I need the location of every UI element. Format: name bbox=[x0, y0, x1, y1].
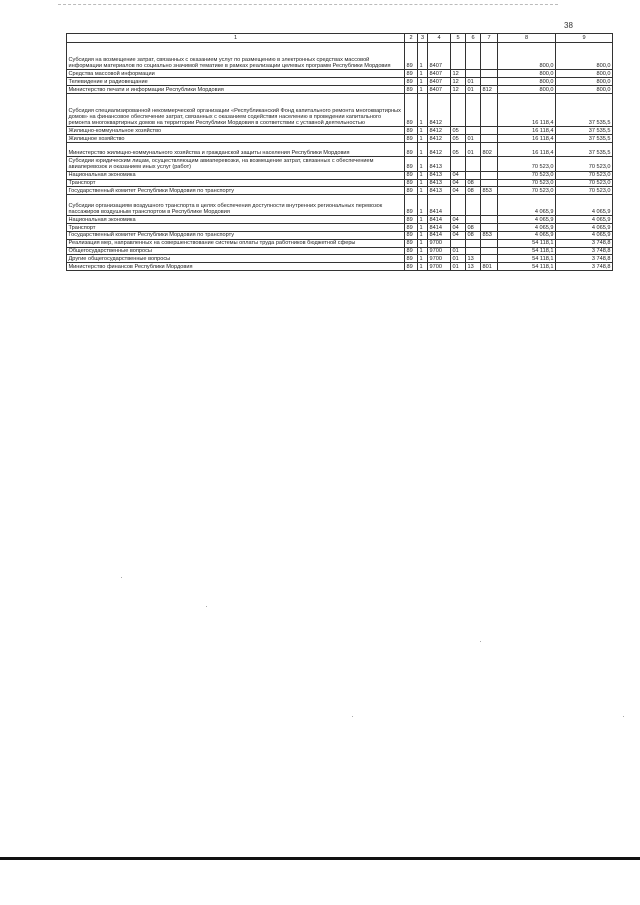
table-header-row bbox=[67, 34, 613, 43]
table-row bbox=[67, 70, 613, 78]
cell-amount-8: 54 118,1 bbox=[498, 247, 556, 255]
cell-col4: 8412 bbox=[428, 135, 451, 143]
cell-col5: 05 bbox=[451, 143, 466, 157]
cell-amount-8: 16 118,4 bbox=[498, 143, 556, 157]
table-row bbox=[67, 143, 613, 157]
header-cell: 7 bbox=[481, 34, 498, 43]
row-name: Министерство печати и информации Республики Мордовия bbox=[67, 85, 405, 93]
cell-col3: 1 bbox=[418, 85, 428, 93]
table-row bbox=[67, 263, 613, 271]
table-row bbox=[67, 157, 613, 171]
table-row bbox=[67, 43, 613, 70]
cell-col7: 802 bbox=[481, 143, 498, 157]
cell-amount-8: 70 523,0 bbox=[498, 179, 556, 187]
cell-col5 bbox=[451, 195, 466, 216]
scan-speck bbox=[206, 606, 207, 607]
cell-col3: 1 bbox=[418, 263, 428, 271]
table-row bbox=[67, 216, 613, 224]
cell-amount-9: 800,0 bbox=[556, 85, 613, 93]
cell-amount-9: 4 065,9 bbox=[556, 195, 613, 216]
cell-col3: 1 bbox=[418, 135, 428, 143]
cell-col2: 89 bbox=[405, 255, 418, 263]
table-row bbox=[67, 195, 613, 216]
cell-amount-8: 800,0 bbox=[498, 85, 556, 93]
table-row bbox=[67, 179, 613, 187]
cell-col7 bbox=[481, 216, 498, 224]
cell-amount-8: 70 523,0 bbox=[498, 187, 556, 195]
cell-amount-8: 4 065,9 bbox=[498, 231, 556, 239]
cell-amount-8: 54 118,1 bbox=[498, 263, 556, 271]
row-name: Жилищное хозяйство bbox=[67, 135, 405, 143]
cell-amount-9: 3 748,8 bbox=[556, 255, 613, 263]
cell-col3: 1 bbox=[418, 43, 428, 70]
cell-col4: 8412 bbox=[428, 127, 451, 135]
cell-col4: 8407 bbox=[428, 77, 451, 85]
cell-amount-8: 4 065,9 bbox=[498, 195, 556, 216]
scan-artifact-line bbox=[58, 4, 558, 5]
cell-amount-8: 70 523,0 bbox=[498, 157, 556, 171]
cell-col2: 89 bbox=[405, 93, 418, 127]
cell-col3: 1 bbox=[418, 179, 428, 187]
cell-col6 bbox=[466, 43, 481, 70]
table-row bbox=[67, 93, 613, 127]
cell-amount-9: 3 748,8 bbox=[556, 263, 613, 271]
cell-amount-8: 54 118,1 bbox=[498, 239, 556, 247]
table-row bbox=[67, 171, 613, 179]
cell-col2: 89 bbox=[405, 143, 418, 157]
cell-col3: 1 bbox=[418, 255, 428, 263]
row-name: Национальная экономика bbox=[67, 216, 405, 224]
cell-amount-9: 37 535,5 bbox=[556, 143, 613, 157]
cell-amount-8: 54 118,1 bbox=[498, 255, 556, 263]
header-cell: 3 bbox=[418, 34, 428, 43]
cell-col6 bbox=[466, 127, 481, 135]
cell-col2: 89 bbox=[405, 135, 418, 143]
scan-speck bbox=[352, 716, 353, 717]
cell-amount-9: 37 535,5 bbox=[556, 135, 613, 143]
cell-col3: 1 bbox=[418, 216, 428, 224]
cell-col7 bbox=[481, 135, 498, 143]
cell-col7 bbox=[481, 43, 498, 70]
cell-col6 bbox=[466, 247, 481, 255]
row-name: Общегосударственные вопросы bbox=[67, 247, 405, 255]
cell-col6: 01 bbox=[466, 143, 481, 157]
cell-col7 bbox=[481, 157, 498, 171]
cell-amount-8: 4 065,9 bbox=[498, 223, 556, 231]
row-name: Министерство финансов Республики Мордовия bbox=[67, 263, 405, 271]
cell-col7: 853 bbox=[481, 231, 498, 239]
cell-col7 bbox=[481, 93, 498, 127]
cell-amount-9: 3 748,8 bbox=[556, 239, 613, 247]
cell-col7 bbox=[481, 223, 498, 231]
row-name: Государственный комитет Республики Мордовия по транспорту bbox=[67, 187, 405, 195]
row-name: Реализация мер, направленных на совершенствование системы оплаты труда работников бюджетной сферы bbox=[67, 239, 405, 247]
cell-col5: 01 bbox=[451, 255, 466, 263]
header-cell: 5 bbox=[451, 34, 466, 43]
cell-col6 bbox=[466, 239, 481, 247]
cell-col6: 13 bbox=[466, 255, 481, 263]
cell-col3: 1 bbox=[418, 157, 428, 171]
cell-col5: 04 bbox=[451, 216, 466, 224]
cell-col7 bbox=[481, 247, 498, 255]
header-cell: 6 bbox=[466, 34, 481, 43]
cell-col2: 89 bbox=[405, 70, 418, 78]
cell-col2: 89 bbox=[405, 43, 418, 70]
header-cell: 8 bbox=[498, 34, 556, 43]
table-row bbox=[67, 239, 613, 247]
header-cell: 1 bbox=[67, 34, 405, 43]
cell-col5 bbox=[451, 43, 466, 70]
cell-col7 bbox=[481, 255, 498, 263]
cell-col4: 8414 bbox=[428, 216, 451, 224]
cell-amount-8: 70 523,0 bbox=[498, 171, 556, 179]
cell-col6: 08 bbox=[466, 231, 481, 239]
cell-col4: 8414 bbox=[428, 223, 451, 231]
cell-col2: 89 bbox=[405, 127, 418, 135]
header-cell: 9 bbox=[556, 34, 613, 43]
table-row bbox=[67, 231, 613, 239]
cell-col2: 89 bbox=[405, 179, 418, 187]
cell-col4: 9700 bbox=[428, 255, 451, 263]
cell-col3: 1 bbox=[418, 247, 428, 255]
cell-col2: 89 bbox=[405, 171, 418, 179]
cell-col7 bbox=[481, 195, 498, 216]
table-row bbox=[67, 255, 613, 263]
cell-col7: 812 bbox=[481, 85, 498, 93]
row-name: Телевидение и радиовещание bbox=[67, 77, 405, 85]
cell-col5: 12 bbox=[451, 85, 466, 93]
row-name: Национальная экономика bbox=[67, 171, 405, 179]
cell-amount-8: 800,0 bbox=[498, 77, 556, 85]
row-name: Субсидия на возмещение затрат, связанных с оказанием услуг по размещению в электронных средствах массовой информации материалов по социально значимой тематике в рамках реализации целевых программ Республики Мордовия bbox=[67, 43, 405, 70]
cell-col5: 04 bbox=[451, 187, 466, 195]
header-cell: 4 bbox=[428, 34, 451, 43]
table-body bbox=[67, 43, 613, 271]
cell-amount-9: 37 535,5 bbox=[556, 127, 613, 135]
table-row bbox=[67, 77, 613, 85]
cell-col5 bbox=[451, 93, 466, 127]
cell-amount-8: 800,0 bbox=[498, 43, 556, 70]
row-name: Государственный комитет Республики Мордовия по транспорту bbox=[67, 231, 405, 239]
cell-col4: 9700 bbox=[428, 263, 451, 271]
cell-col6 bbox=[466, 216, 481, 224]
cell-col4: 8413 bbox=[428, 157, 451, 171]
cell-col4: 8413 bbox=[428, 171, 451, 179]
cell-col2: 89 bbox=[405, 223, 418, 231]
cell-amount-9: 800,0 bbox=[556, 70, 613, 78]
scan-speck bbox=[623, 716, 624, 717]
cell-col5: 04 bbox=[451, 223, 466, 231]
cell-amount-9: 70 523,0 bbox=[556, 179, 613, 187]
cell-col6 bbox=[466, 93, 481, 127]
cell-col2: 89 bbox=[405, 187, 418, 195]
cell-col7: 853 bbox=[481, 187, 498, 195]
cell-col3: 1 bbox=[418, 187, 428, 195]
cell-amount-8: 4 065,9 bbox=[498, 216, 556, 224]
cell-amount-9: 4 065,9 bbox=[556, 216, 613, 224]
cell-col5 bbox=[451, 157, 466, 171]
cell-col3: 1 bbox=[418, 93, 428, 127]
table-row bbox=[67, 127, 613, 135]
cell-col7 bbox=[481, 70, 498, 78]
cell-amount-9: 70 523,0 bbox=[556, 171, 613, 179]
cell-col3: 1 bbox=[418, 77, 428, 85]
cell-col4: 9700 bbox=[428, 239, 451, 247]
cell-col5 bbox=[451, 239, 466, 247]
cell-col4: 8414 bbox=[428, 195, 451, 216]
cell-col3: 1 bbox=[418, 171, 428, 179]
cell-col4: 8407 bbox=[428, 43, 451, 70]
row-name: Министерство жилищно-коммунального хозяйства и гражданской защиты населения Республики Мордовия bbox=[67, 143, 405, 157]
table-row bbox=[67, 187, 613, 195]
cell-col6: 08 bbox=[466, 179, 481, 187]
cell-amount-9: 4 065,9 bbox=[556, 231, 613, 239]
cell-col6: 13 bbox=[466, 263, 481, 271]
cell-col2: 89 bbox=[405, 157, 418, 171]
cell-col4: 8412 bbox=[428, 93, 451, 127]
scan-speck bbox=[480, 641, 481, 642]
page-number: 38 bbox=[564, 21, 573, 30]
cell-col2: 89 bbox=[405, 77, 418, 85]
cell-col2: 89 bbox=[405, 231, 418, 239]
cell-col4: 9700 bbox=[428, 247, 451, 255]
scan-speck bbox=[121, 577, 122, 578]
table-row bbox=[67, 247, 613, 255]
cell-col6: 01 bbox=[466, 77, 481, 85]
cell-col5: 12 bbox=[451, 77, 466, 85]
row-name: Другие общегосударственные вопросы bbox=[67, 255, 405, 263]
cell-col5: 01 bbox=[451, 247, 466, 255]
cell-col7 bbox=[481, 127, 498, 135]
cell-col7 bbox=[481, 171, 498, 179]
cell-col3: 1 bbox=[418, 127, 428, 135]
row-name: Транспорт bbox=[67, 179, 405, 187]
cell-amount-9: 4 065,9 bbox=[556, 223, 613, 231]
table-row bbox=[67, 85, 613, 93]
table-row bbox=[67, 223, 613, 231]
cell-col4: 8407 bbox=[428, 85, 451, 93]
cell-col5: 04 bbox=[451, 171, 466, 179]
cell-col6: 08 bbox=[466, 223, 481, 231]
cell-amount-9: 70 523,0 bbox=[556, 187, 613, 195]
cell-amount-8: 16 118,4 bbox=[498, 135, 556, 143]
cell-col5: 04 bbox=[451, 231, 466, 239]
cell-col5: 01 bbox=[451, 263, 466, 271]
cell-col5: 05 bbox=[451, 135, 466, 143]
row-name: Субсидии юридическим лицам, осуществляющим авиаперевозки, на возмещение затрат, связанных с обеспечением авиаперевозок и оказанием иных услуг (работ) bbox=[67, 157, 405, 171]
cell-col6: 01 bbox=[466, 85, 481, 93]
cell-col7 bbox=[481, 77, 498, 85]
row-name: Жилищно-коммунальное хозяйство bbox=[67, 127, 405, 135]
cell-col2: 89 bbox=[405, 216, 418, 224]
cell-col7: 801 bbox=[481, 263, 498, 271]
cell-amount-9: 37 535,5 bbox=[556, 93, 613, 127]
cell-col2: 89 bbox=[405, 247, 418, 255]
cell-col3: 1 bbox=[418, 143, 428, 157]
scan-bottom-edge bbox=[0, 857, 640, 860]
cell-amount-9: 800,0 bbox=[556, 77, 613, 85]
cell-col7 bbox=[481, 239, 498, 247]
cell-col6: 08 bbox=[466, 187, 481, 195]
cell-col4: 8413 bbox=[428, 187, 451, 195]
cell-col3: 1 bbox=[418, 223, 428, 231]
cell-col5: 12 bbox=[451, 70, 466, 78]
budget-table bbox=[66, 33, 613, 271]
cell-col2: 89 bbox=[405, 263, 418, 271]
cell-col6: 01 bbox=[466, 135, 481, 143]
cell-col7 bbox=[481, 179, 498, 187]
cell-amount-8: 16 118,4 bbox=[498, 127, 556, 135]
row-name: Субсидия специализированной некоммерческой организации «Республиканский Фонд капитального ремонта многоквартирных домов» на финансовое обеспечение затрат, связанных с оказанием содействия населению в проведении капитального ремонта многоквартирных домов на территории Республики Мордовия в соответствии с уставной деятельностью bbox=[67, 93, 405, 127]
header-cell: 2 bbox=[405, 34, 418, 43]
cell-col4: 8412 bbox=[428, 143, 451, 157]
cell-col3: 1 bbox=[418, 231, 428, 239]
cell-col3: 1 bbox=[418, 195, 428, 216]
cell-amount-9: 800,0 bbox=[556, 43, 613, 70]
cell-col6 bbox=[466, 157, 481, 171]
cell-col5: 04 bbox=[451, 179, 466, 187]
cell-col5: 05 bbox=[451, 127, 466, 135]
cell-amount-9: 3 748,8 bbox=[556, 247, 613, 255]
cell-col2: 89 bbox=[405, 195, 418, 216]
cell-col3: 1 bbox=[418, 70, 428, 78]
cell-col4: 8407 bbox=[428, 70, 451, 78]
cell-amount-8: 16 118,4 bbox=[498, 93, 556, 127]
cell-col3: 1 bbox=[418, 239, 428, 247]
cell-col6 bbox=[466, 171, 481, 179]
cell-amount-8: 800,0 bbox=[498, 70, 556, 78]
cell-col2: 89 bbox=[405, 239, 418, 247]
row-name: Субсидии организациям воздушного транспорта в целях обеспечения доступности внутренних региональных перевозок пассажиров воздушным транспортом в Республике Мордовия bbox=[67, 195, 405, 216]
cell-col2: 89 bbox=[405, 85, 418, 93]
table-row bbox=[67, 135, 613, 143]
cell-col6 bbox=[466, 195, 481, 216]
row-name: Транспорт bbox=[67, 223, 405, 231]
cell-col4: 8413 bbox=[428, 179, 451, 187]
cell-amount-9: 70 523,0 bbox=[556, 157, 613, 171]
cell-col4: 8414 bbox=[428, 231, 451, 239]
row-name: Средства массовой информации bbox=[67, 70, 405, 78]
cell-col6 bbox=[466, 70, 481, 78]
